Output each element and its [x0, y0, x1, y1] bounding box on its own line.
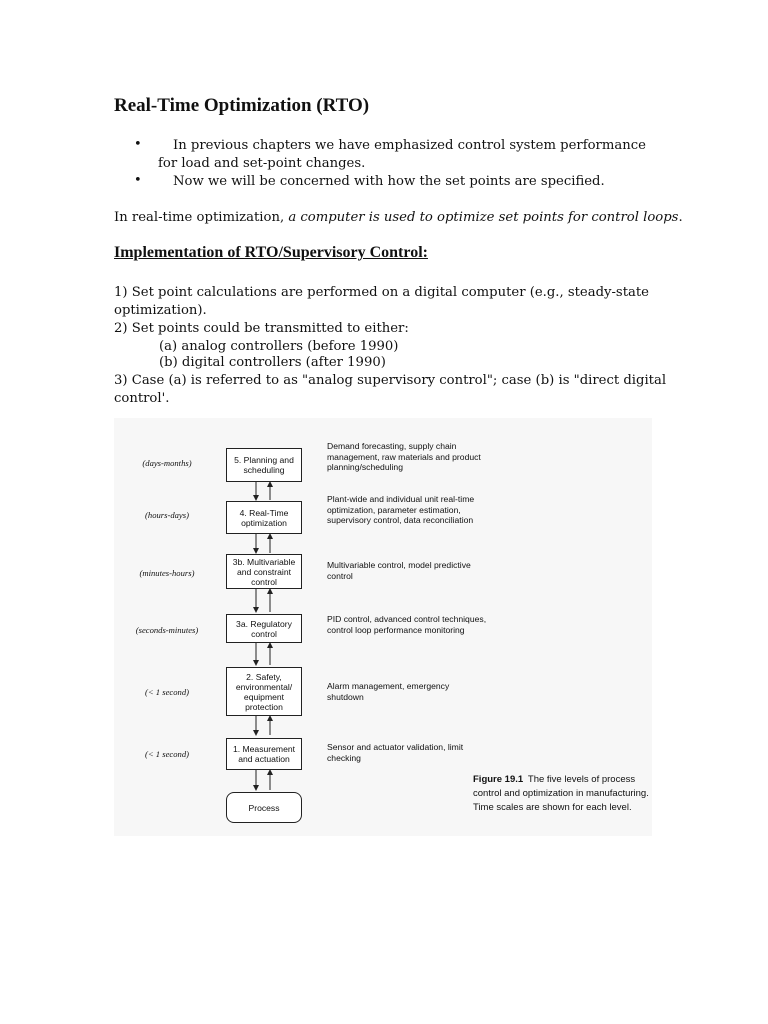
desc-level-1: Sensor and actuator validation, limit checking — [327, 742, 464, 763]
bullet-item-2: Now we will be concerned with how the set points are specified. — [173, 174, 605, 189]
level-3a-box: 3a. Regulatory control — [226, 614, 302, 643]
timescale-level-3a: (seconds-minutes) — [135, 625, 199, 635]
level-2-box: 2. Safety, environmental/ equipment protection — [226, 667, 302, 716]
list-item-2b: (b) digital controllers (after 1990) — [159, 355, 386, 370]
level-5-box: 5. Planning and scheduling — [226, 448, 302, 482]
level-4-box: 4. Real-Time optimization — [226, 501, 302, 534]
bullet-item-1: In previous chapters we have emphasized control system performance for load and set-point changes. — [158, 138, 646, 171]
level-3b-box: 3b. Multivariable and constraint control — [226, 554, 302, 589]
timescale-level-1: (< 1 second) — [145, 749, 189, 759]
list-item-3: 3) Case (a) is referred to as "analog supervisory control"; case (b) is "direct digital — [114, 373, 667, 388]
desc-level-4: Plant-wide and individual unit real-time optimization, parameter estimation, supervisory control, data reconciliation — [327, 494, 475, 525]
desc-level-5: Demand forecasting, supply chain management, raw materials and product planning/scheduling — [327, 441, 481, 472]
list-item-1: 1) Set point calculations are performed on a digital computer (e.g., steady-state — [114, 285, 649, 300]
process-box: Process — [226, 792, 302, 823]
section-heading: Implementation of RTO/Supervisory Control: — [114, 244, 428, 261]
bullet-marker: • — [134, 173, 142, 188]
list-item-2a: (a) analog controllers (before 1990) — [159, 339, 399, 354]
desc-level-3a: PID control, advanced control techniques, control loop performance monitoring — [327, 614, 487, 635]
list-item-1-cont: optimization). — [114, 303, 207, 318]
desc-level-2: Alarm management, emergency shutdown — [327, 681, 450, 702]
desc-level-3b: Multivariable control, model predictive control — [327, 560, 471, 581]
timescale-level-5: (days-months) — [142, 458, 192, 468]
level-1-box: 1. Measurement and actuation — [226, 738, 302, 770]
bullet-marker: • — [134, 137, 142, 152]
timescale-level-3b: (minutes-hours) — [139, 568, 195, 578]
list-item-3-cont: control'. — [114, 391, 170, 406]
list-item-2: 2) Set points could be transmitted to either: — [114, 321, 409, 336]
timescale-level-4: (hours-days) — [145, 510, 189, 520]
figure-hierarchy — [114, 418, 652, 836]
intro-paragraph: In real-time optimization, a computer is used to optimize set points for control loops. — [114, 210, 683, 225]
timescale-level-2: (< 1 second) — [145, 687, 189, 697]
figure-caption: Figure 19.1 The five levels of process control and optimization in manufacturing. Time scales are shown for each level. — [473, 774, 649, 813]
page-title: Real-Time Optimization (RTO) — [114, 95, 370, 116]
